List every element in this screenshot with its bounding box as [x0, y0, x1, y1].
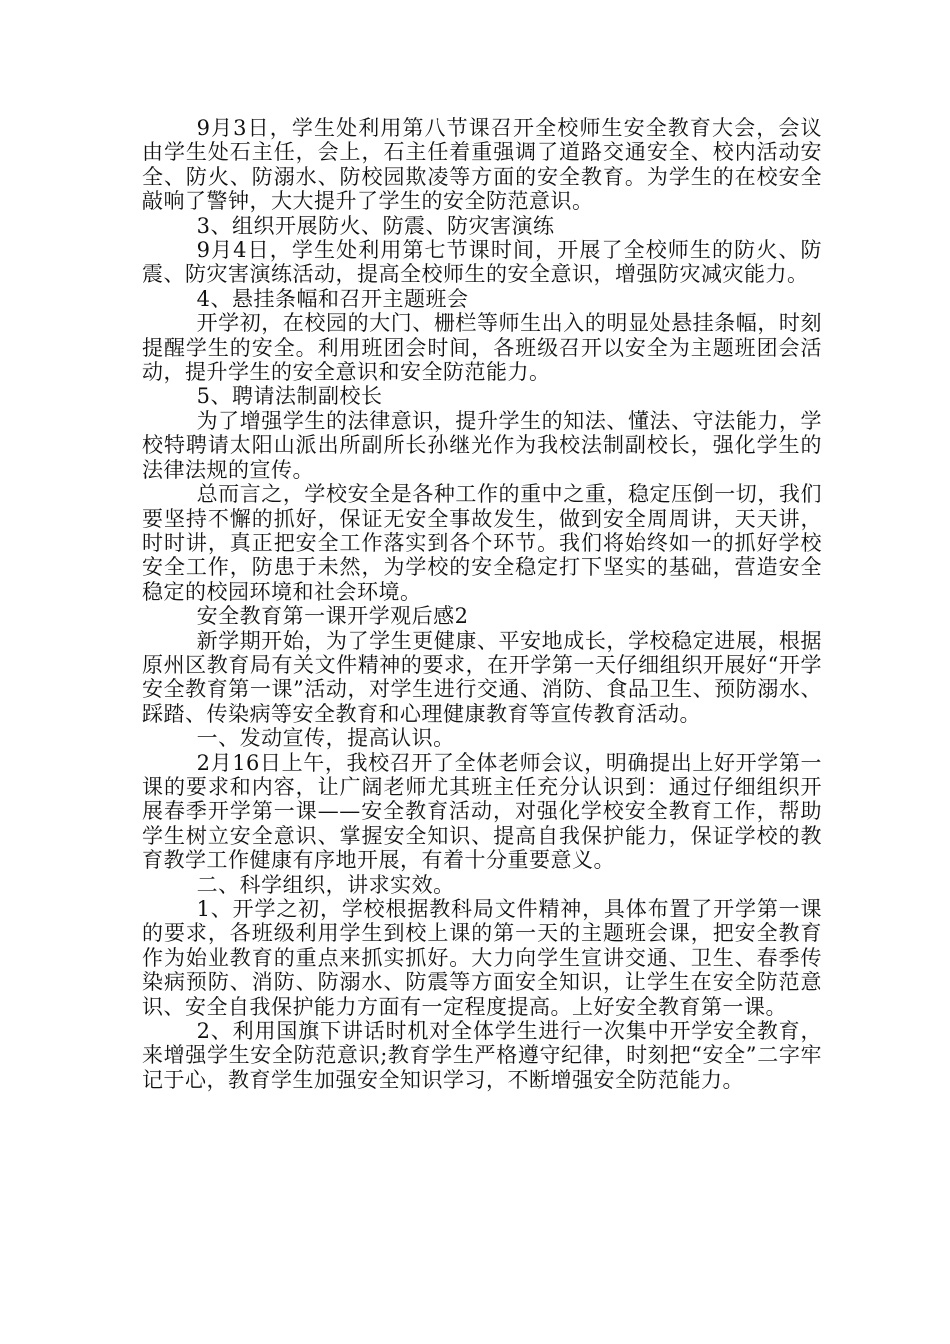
- heading-drill: 3、组织开展防火、防震、防灾害演练: [196, 213, 555, 238]
- heading-banners: 4、悬挂条幅和召开主题班会: [196, 286, 469, 311]
- paragraph-publicity: 2月16日上午，我校召开了全体老师会议，明确提出上好开学第一课的要求和内容，让广阔老师尤其班主任充分认识到：通过仔细组织开展春季开学第一课——安全教育活动，对强化学校安全教育工作，帮助学生树立安全意识、掌握安全知识、提高自我保护能力，保证学校的教育教学工作健康有序地开展，有着十分重要意义。: [142, 750, 822, 873]
- paragraph-intro: 新学期开始，为了学生更健康、平安地成长，学校稳定进展，根据原州区教育局有关文件精神的要求，在开学第一天仔细组织开展好“开学安全教育第一课”活动，对学生进行交通、消防、食品卫生、预防溺水、踩踏、传染病等安全教育和心理健康教育等宣传教育活动。: [142, 628, 822, 726]
- section-title: 安全教育第一课开学观后感2: [196, 604, 469, 629]
- paragraph-drill: 9月4日，学生处利用第七节课时间，开展了全校师生的防火、防震、防灾害演练活动，提高全校师生的安全意识，增强防灾减灾能力。: [142, 238, 822, 287]
- paragraph-banners: 开学初，在校园的大门、栅栏等师生出入的明显处悬挂条幅，时刻提醒学生的安全。利用班团会时间，各班级召开以安全为主题班团会活动，提升学生的安全意识和安全防范能力。: [142, 311, 822, 385]
- paragraph-assembly: 9月3日，学生处利用第八节课召开全校师生安全教育大会，会议由学生处石主任，会上，石主任着重强调了道路交通安全、校内活动安全、防火、防溺水、防校园欺凌等方面的安全教育。为学生的在校安全敲响了警钟，大大提升了学生的安全防范意识。: [142, 116, 822, 214]
- paragraph-summary: 总而言之，学校安全是各种工作的重中之重，稳定压倒一切，我们要坚持不懈的抓好，保证无安全事故发生，做到安全周周讲，天天讲，时时讲，真正把安全工作落实到各个环节。我们将始终如一的抓好学校安全工作，防患于未然，为学校的安全稳定打下坚实的基础，营造安全稳定的校园环境和社会环境。: [142, 482, 822, 604]
- paragraph-item-2: 2、利用国旗下讲话时机对全体学生进行一次集中开学安全教育，来增强学生安全防范意识;教育学生严格遵守纪律，时刻把“安全”二字牢记于心，教育学生加强安全知识学习，不断增强安全防范能力。: [142, 1019, 822, 1092]
- heading-organization: 二、科学组织，讲求实效。: [196, 872, 455, 897]
- heading-publicity: 一、发动宣传，提高认识。: [196, 726, 455, 751]
- document-page: [142, 116, 822, 1092]
- heading-legal-principal: 5、聘请法制副校长: [196, 384, 383, 409]
- paragraph-item-1: 1、开学之初，学校根据教科局文件精神，具体布置了开学第一课的要求，各班级利用学生到校上课的第一天的主题班会课，把安全教育作为始业教育的重点来抓实抓好。大力向学生宣讲交通、卫生、春季传染病预防、消防、防溺水、防震等方面安全知识，让学生在安全防范意识、安全自我保护能力方面有一定程度提高。上好安全教育第一课。: [142, 897, 822, 1019]
- paragraph-legal-principal: 为了增强学生的法律意识，提升学生的知法、懂法、守法能力，学校特聘请太阳山派出所副所长孙继光作为我校法制副校长，强化学生的法律法规的宣传。: [142, 408, 822, 482]
